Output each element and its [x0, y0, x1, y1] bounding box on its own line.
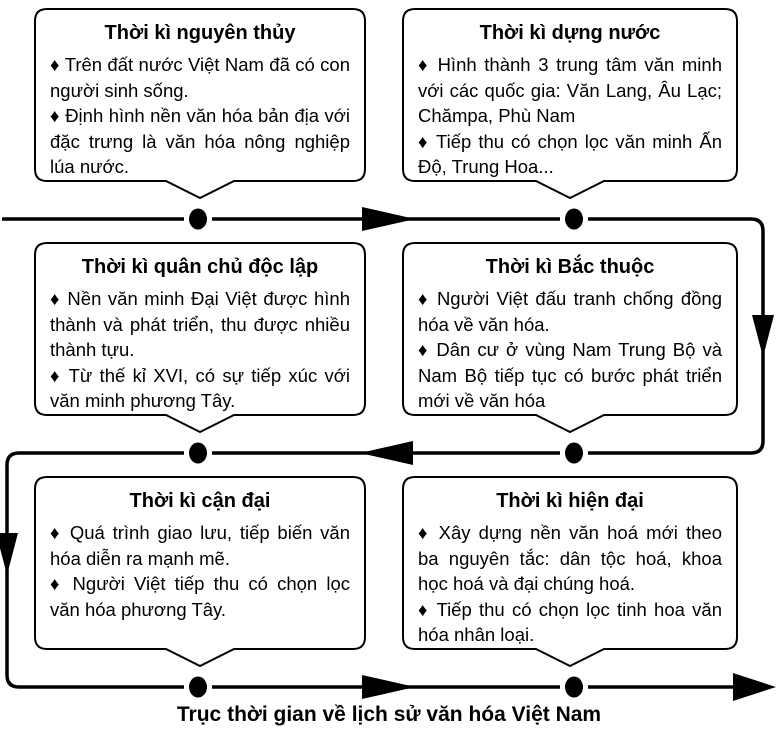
timeline-dot-5: [184, 677, 212, 698]
period-title: Thời kì hiện đại: [496, 490, 644, 512]
arrowhead-row2-left-icon: [360, 441, 413, 465]
period-box-bac-thuoc: [403, 243, 737, 415]
period-item: ♦ Xây dựng nền văn hoá mới theo ba nguyên tắc: dân tộc hoá, khoa học hoá và đại chúng hoá.: [418, 522, 722, 594]
period-title: Thời kì quân chủ độc lập: [81, 256, 319, 278]
period-item: ♦ Dân cư ở vùng Nam Trung Bộ và Nam Bộ tiếp tục có bước phát triển mới về văn hóa: [418, 339, 722, 411]
timeline-dot-6: [560, 677, 588, 698]
timeline-dot-4: [560, 443, 588, 464]
period-item: ♦ Định hình nền văn hóa bản địa với đặc trưng là văn hóa nông nghiệp lúa nước.: [50, 105, 350, 177]
period-title: Thời kì Bắc thuộc: [485, 256, 655, 278]
timeline-dot-1: [184, 209, 212, 230]
arrowhead-row3-end-icon: [733, 673, 776, 701]
period-title: Thời kì dựng nước: [479, 22, 661, 44]
period-item: ♦ Nền văn minh Đại Việt được hình thành và phát triển, thu được nhiều thành tựu.: [50, 288, 350, 360]
period-box-nguyen-thuy: [35, 9, 365, 181]
period-title: Thời kì nguyên thủy: [104, 22, 296, 44]
arrowhead-left-vertical-down-icon: [0, 533, 18, 575]
period-item: ♦ Người Việt đấu tranh chống đồng hóa về văn hóa.: [418, 288, 722, 335]
timeline-dot-3: [184, 443, 212, 464]
period-item: ♦ Tiếp thu có chọn lọc văn minh Ấn Độ, Trung Hoa...: [418, 130, 722, 177]
period-item: ♦ Trên đất nước Việt Nam đã có con người sinh sống.: [50, 54, 350, 101]
timeline-dot-2: [560, 209, 588, 230]
arrowhead-row1-right-icon: [362, 207, 415, 231]
period-item: ♦ Từ thế kỉ XVI, có sự tiếp xúc với văn minh phương Tây.: [50, 364, 350, 411]
period-item: ♦ Quá trình giao lưu, tiếp biến văn hóa diễn ra mạnh mẽ.: [50, 522, 350, 569]
diagram-caption: Trục thời gian về lịch sử văn hóa Việt Nam: [176, 703, 602, 726]
period-box-can-dai: [35, 477, 365, 649]
period-box-dung-nuoc: [403, 9, 737, 181]
arrowhead-right-vertical-down-icon: [752, 315, 774, 357]
arrowhead-row3-right-icon: [362, 675, 415, 699]
period-box-hien-dai: [403, 477, 737, 649]
period-box-quan-chu-doc-lap: [35, 243, 365, 415]
period-title: Thời kì cận đại: [129, 490, 271, 512]
period-item: ♦ Hình thành 3 trung tâm văn minh với các quốc gia: Văn Lang, Âu Lạc; Chămpa, Phù Nam: [418, 54, 722, 126]
period-item: ♦ Tiếp thu có chọn lọc tinh hoa văn hóa nhân loại.: [418, 598, 722, 645]
period-item: ♦ Người Việt tiếp thu có chọn lọc văn hóa phương Tây.: [50, 573, 350, 620]
